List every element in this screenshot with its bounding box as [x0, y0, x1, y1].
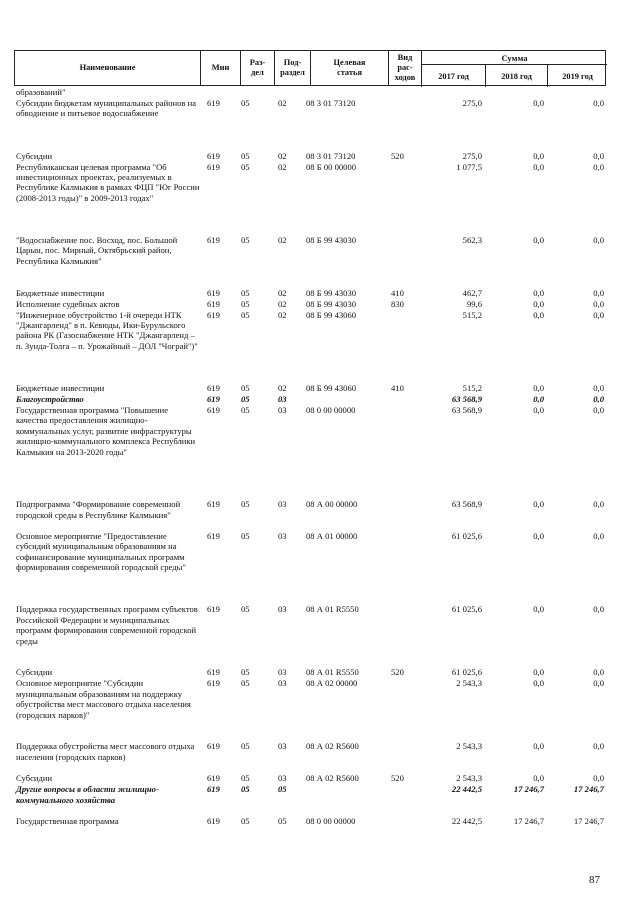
row-podrazdel: 02 [278, 150, 287, 161]
row-name: Поддержка обустройства мест массового отдыха населения (городских парков) [16, 741, 195, 762]
row-csr: 08 А 00 00000 [306, 499, 358, 510]
row-sum-2019: 0,0 [593, 235, 604, 245]
row-sum-2018: 0,0 [533, 499, 544, 510]
table-row [14, 405, 606, 499]
row-name: Основное мероприятие "Предоставление субсидий муниципальным образованиям на софинансирование муниципальных программ формирования современной городской среды" [16, 531, 186, 573]
row-podrazdel: 03 [278, 678, 287, 689]
row-razdel: 05 [241, 383, 250, 393]
row-name: Субсидии бюджетам муниципальных районов на обводнение и питьевое водоснабжение [16, 98, 197, 119]
row-podrazdel: 02 [278, 235, 287, 245]
header-podrazdel: Под- раздел [274, 51, 310, 85]
row-csr: 08 А 01 R5550 [306, 604, 359, 615]
row-razdel: 05 [241, 678, 250, 689]
page-number: 87 [589, 874, 600, 886]
row-name: Другие вопросы в области жилищно-коммунального хозяйства [16, 784, 159, 805]
row-name: Бюджетные инвестиции [16, 287, 105, 298]
row-razdel: 05 [241, 499, 250, 510]
row-name: Субсидии [16, 773, 53, 784]
row-podrazdel: 03 [278, 604, 287, 615]
row-razdel: 05 [241, 394, 250, 404]
row-min: 619 [207, 667, 220, 678]
row-razdel: 05 [241, 235, 250, 245]
header-razdel: Раз- дел [240, 51, 274, 85]
row-razdel: 05 [241, 161, 250, 172]
row-sum-2017: 562,3 [462, 235, 482, 245]
row-csr: 08 Б 00 00000 [306, 161, 357, 172]
row-razdel: 05 [241, 784, 250, 795]
row-podrazdel: 03 [278, 667, 287, 678]
row-name: Бюджетные инвестиции [16, 383, 105, 393]
row-sum-2018: 17 246,7 [513, 784, 544, 795]
row-sum-2017: 99,6 [466, 298, 482, 309]
row-podrazdel: 03 [278, 499, 287, 510]
row-sum-2018: 0,0 [533, 383, 544, 393]
row-sum-2019: 0,0 [593, 161, 604, 172]
row-podrazdel: 03 [278, 741, 287, 752]
table-row [14, 299, 606, 309]
row-vr: 410 [391, 383, 404, 393]
row-csr: 08 0 00 00000 [306, 816, 356, 826]
row-csr: 08 А 02 00000 [306, 678, 358, 689]
row-podrazdel: 02 [278, 287, 287, 298]
row-razdel: 05 [241, 741, 250, 752]
table-row [14, 678, 606, 740]
row-sum-2017: 61 025,6 [451, 531, 482, 541]
table-row [14, 288, 606, 298]
row-sum-2018: 0,0 [533, 150, 544, 161]
row-sum-2019: 0,0 [593, 604, 604, 615]
row-sum-2017: 63 568,9 [451, 405, 482, 415]
row-podrazdel: 03 [278, 531, 287, 541]
row-name: Субсидии [16, 150, 53, 161]
row-min: 619 [207, 309, 220, 320]
header-2019: 2019 год [547, 65, 607, 87]
table-header [14, 50, 606, 86]
row-sum-2018: 0,0 [533, 287, 544, 298]
table-row [14, 784, 606, 815]
row-podrazdel: 05 [278, 816, 287, 826]
row-name: "Инженерное обустройство 1-й очереди НТК "Джангарленд" в п. Кевюды, Ики-Бурульского района РК (Газоснабжение НТК "Джангарленд – п. Зунда-Толга – п. Урожайный – ДОЛ "Чограй")" [16, 309, 198, 351]
row-podrazdel: 02 [278, 298, 287, 309]
row-sum-2017: 515,2 [462, 383, 482, 393]
table-row [14, 235, 606, 287]
row-sum-2018: 17 246,7 [513, 816, 544, 826]
row-name: Государственная программа [16, 816, 119, 826]
row-sum-2017: 22 442,5 [451, 816, 482, 826]
row-min: 619 [207, 98, 220, 108]
row-sum-2019: 0,0 [593, 287, 604, 298]
row-razdel: 05 [241, 405, 250, 415]
row-min: 619 [207, 235, 220, 245]
row-sum-2019: 0,0 [593, 741, 604, 752]
row-sum-2017: 63 568,9 [451, 499, 482, 510]
row-vr: 410 [391, 287, 404, 298]
row-razdel: 05 [241, 773, 250, 784]
row-sum-2018: 0,0 [533, 604, 544, 615]
row-sum-2019: 0,0 [593, 531, 604, 541]
header-sum: Сумма [421, 51, 607, 65]
row-csr: 08 3 01 73120 [306, 98, 356, 108]
row-podrazdel: 03 [278, 394, 287, 404]
header-min: Мин [200, 51, 240, 85]
row-sum-2019: 17 246,7 [573, 816, 604, 826]
row-razdel: 05 [241, 298, 250, 309]
row-name: Поддержка государственных программ субъектов Российской Федерации и муниципальных программ формирования современной городской среды [16, 604, 198, 646]
row-sum-2017: 462,7 [462, 287, 482, 298]
row-sum-2019: 0,0 [593, 773, 604, 784]
row-sum-2017: 2 543,3 [456, 741, 482, 752]
row-sum-2018: 0,0 [533, 161, 544, 172]
row-csr: 08 А 01 R5550 [306, 667, 359, 678]
table-row [14, 151, 606, 161]
row-sum-2017: 1 077,5 [456, 161, 482, 172]
row-sum-2019: 0,0 [593, 667, 604, 678]
row-min: 619 [207, 604, 220, 615]
row-sum-2018: 0,0 [533, 405, 544, 415]
row-podrazdel: 02 [278, 161, 287, 172]
row-csr: 08 А 02 R5600 [306, 773, 359, 784]
row-min: 619 [207, 150, 220, 161]
row-sum-2018: 0,0 [533, 298, 544, 309]
header-name: Наименование [79, 63, 136, 72]
row-min: 619 [207, 499, 220, 510]
row-sum-2019: 0,0 [593, 499, 604, 510]
row-min: 619 [207, 816, 220, 826]
row-min: 619 [207, 161, 220, 172]
row-sum-2018: 0,0 [533, 667, 544, 678]
table-row [14, 162, 606, 235]
row-sum-2019: 0,0 [593, 150, 604, 161]
table-row [14, 773, 606, 783]
row-name: образований" [16, 87, 66, 97]
row-podrazdel: 03 [278, 405, 287, 415]
row-sum-2019: 0,0 [593, 298, 604, 309]
row-sum-2019: 0,0 [593, 405, 604, 415]
row-min: 619 [207, 394, 220, 404]
table-row [14, 667, 606, 677]
row-name: Подпрограмма "Формирование современной городской среды в Республике Калмыкия" [16, 499, 181, 520]
row-razdel: 05 [241, 309, 250, 320]
row-sum-2019: 17 246,7 [573, 784, 604, 795]
header-csr: Целевая статья [310, 51, 388, 85]
row-min: 619 [207, 741, 220, 752]
row-podrazdel: 02 [278, 383, 287, 393]
table-row [14, 741, 606, 772]
row-razdel: 05 [241, 816, 250, 826]
table-row [14, 98, 606, 150]
row-sum-2017: 275,0 [462, 150, 482, 161]
table-row [14, 87, 606, 97]
header-2017: 2017 год [421, 65, 485, 87]
row-podrazdel: 02 [278, 98, 287, 108]
row-podrazdel: 05 [278, 784, 287, 795]
row-vr: 520 [391, 773, 404, 784]
row-sum-2019: 0,0 [593, 394, 604, 404]
row-vr: 830 [391, 298, 404, 309]
row-csr: 08 Б 99 43060 [306, 383, 357, 393]
table-row [14, 394, 606, 404]
row-csr: 08 Б 99 43060 [306, 309, 357, 320]
row-min: 619 [207, 784, 220, 795]
row-razdel: 05 [241, 98, 250, 108]
row-name: Государственная программа "Повышение качества предоставления жилищно-коммунальных услуг, развитие инфраструктуры жилищно-коммунального комплекса Республики Калмыкия на 2013-2020 годы" [16, 405, 196, 457]
row-min: 619 [207, 383, 220, 393]
row-sum-2017: 2 543,3 [456, 678, 482, 689]
row-sum-2017: 61 025,6 [451, 667, 482, 678]
row-csr: 08 Б 99 43030 [306, 235, 357, 245]
row-sum-2018: 0,0 [533, 235, 544, 245]
row-razdel: 05 [241, 604, 250, 615]
header-2018: 2018 год [485, 65, 547, 87]
row-min: 619 [207, 298, 220, 309]
row-min: 619 [207, 678, 220, 689]
row-sum-2018: 0,0 [533, 678, 544, 689]
table-row [14, 499, 606, 530]
table-row [14, 310, 606, 383]
row-razdel: 05 [241, 287, 250, 298]
row-sum-2018: 0,0 [533, 773, 544, 784]
row-sum-2017: 63 568,9 [451, 394, 482, 404]
row-name: Благоустройство [16, 394, 84, 404]
row-name: "Водоснабжение пос. Восход, пос. Большой Царын, пос. Мирный, Октябрьский район, Республика Калмыкия" [16, 235, 178, 266]
table-row [14, 531, 606, 604]
row-name: Исполнение судебных актов [16, 298, 120, 309]
row-name: Республиканская целевая программа "Об инвестиционных проектах, реализуемых в Республике Калмыкия в рамках ФЦП "Юг России (2008-2013 годы)" в 2009-2013 годах" [16, 161, 200, 203]
row-csr: 08 0 00 00000 [306, 405, 356, 415]
row-min: 619 [207, 287, 220, 298]
table-row [14, 816, 606, 826]
row-sum-2018: 0,0 [533, 98, 544, 108]
row-sum-2017: 61 025,6 [451, 604, 482, 615]
row-vr: 520 [391, 667, 404, 678]
row-podrazdel: 03 [278, 773, 287, 784]
row-name: Основное мероприятие "Субсидии муниципальным образованиям на поддержку обустройства мест массового отдыха населения (городских парков)" [16, 678, 191, 720]
row-sum-2018: 0,0 [533, 309, 544, 320]
row-sum-2019: 0,0 [593, 383, 604, 393]
row-csr: 08 Б 99 43030 [306, 287, 357, 298]
row-sum-2017: 22 442,5 [451, 784, 482, 795]
row-sum-2019: 0,0 [593, 678, 604, 689]
header-vr: Вид рас- ходов [388, 51, 421, 85]
row-razdel: 05 [241, 150, 250, 161]
row-min: 619 [207, 531, 220, 541]
table-row [14, 604, 606, 666]
table-row [14, 383, 606, 393]
row-csr: 08 А 02 R5600 [306, 741, 359, 752]
row-sum-2017: 515,2 [462, 309, 482, 320]
row-razdel: 05 [241, 667, 250, 678]
row-sum-2018: 0,0 [533, 531, 544, 541]
row-sum-2017: 275,0 [462, 98, 482, 108]
row-min: 619 [207, 405, 220, 415]
row-vr: 520 [391, 150, 404, 161]
row-csr: 08 3 01 73120 [306, 150, 356, 161]
row-min: 619 [207, 773, 220, 784]
row-sum-2019: 0,0 [593, 98, 604, 108]
row-sum-2019: 0,0 [593, 309, 604, 320]
row-sum-2018: 0,0 [533, 741, 544, 752]
row-razdel: 05 [241, 531, 250, 541]
row-sum-2017: 2 543,3 [456, 773, 482, 784]
row-csr: 08 Б 99 43030 [306, 298, 357, 309]
row-sum-2018: 0,0 [533, 394, 544, 404]
row-podrazdel: 02 [278, 309, 287, 320]
row-csr: 08 А 01 00000 [306, 531, 358, 541]
row-name: Субсидии [16, 667, 53, 678]
